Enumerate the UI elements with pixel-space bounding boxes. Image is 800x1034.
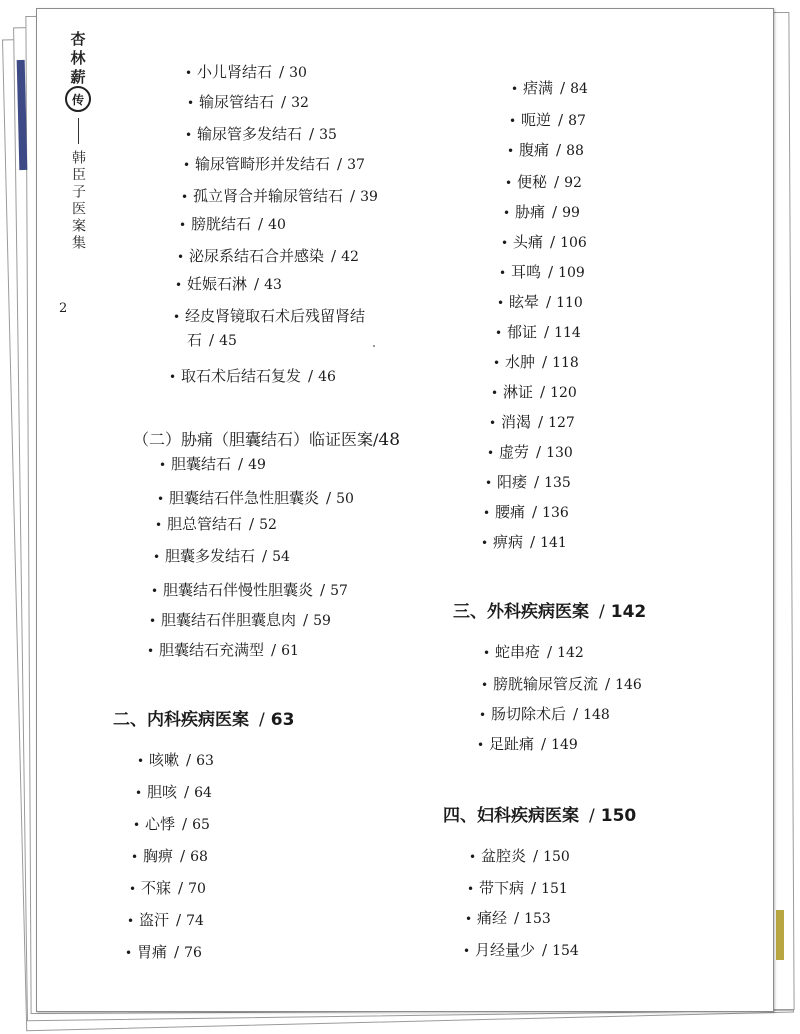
bullet-icon: •: [135, 786, 143, 800]
entry-page-number: 153: [524, 911, 551, 927]
page-separator: /: [536, 443, 542, 461]
page-separator: /: [548, 263, 554, 281]
page-separator: /: [552, 203, 558, 221]
page-separator: /: [326, 489, 332, 507]
toc-page: [36, 8, 774, 1012]
page-separator: /: [534, 473, 540, 491]
entry-label: 眩晕: [509, 293, 540, 311]
bullet-icon: •: [489, 416, 497, 430]
entry-page-number: 110: [556, 295, 583, 311]
entry-label: 取石术后结石复发: [181, 367, 302, 385]
toc-entry[interactable]: [467, 877, 568, 898]
page-separator: /: [271, 641, 277, 659]
entry-page-number: 54: [272, 549, 290, 565]
toc-entry[interactable]: [133, 813, 210, 834]
entry-label: 盆腔炎: [481, 847, 527, 865]
entry-page-number: 63: [270, 710, 295, 730]
toc-entry[interactable]: [187, 91, 309, 112]
entry-label: 阳痿: [497, 473, 528, 491]
entry-page-number: 48: [378, 430, 401, 450]
entry-page-number: 70: [188, 881, 206, 897]
side-divider: [78, 118, 79, 144]
entry-page-number: 148: [583, 707, 610, 723]
entry-page-number: 106: [560, 235, 587, 251]
bullet-icon: •: [483, 506, 491, 520]
entry-page-number: 45: [219, 333, 237, 349]
entry-label: 经皮肾镜取石术后残留肾结: [185, 307, 366, 325]
entry-page-number: 146: [615, 677, 642, 693]
bullet-icon: •: [147, 644, 155, 658]
page-separator: /: [547, 643, 553, 661]
bullet-icon: •: [149, 614, 157, 628]
bullet-icon: •: [175, 278, 183, 292]
entry-label: 痛经: [477, 909, 508, 927]
page-separator: /: [542, 941, 548, 959]
toc-entry[interactable]: [147, 639, 299, 660]
toc-entry[interactable]: [481, 531, 567, 552]
toc-entry[interactable]: [137, 749, 214, 770]
entry-page-number: 88: [566, 143, 584, 159]
page-separator: /: [178, 879, 184, 897]
page-separator: /: [337, 155, 343, 173]
toc-entry[interactable]: [173, 305, 365, 326]
entry-label: 胆囊结石伴胆囊息肉: [161, 611, 297, 629]
side-header: [63, 31, 93, 252]
page-separator: /: [176, 911, 182, 929]
bullet-icon: •: [151, 584, 159, 598]
entry-page-number: 127: [548, 415, 575, 431]
entry-page-number: 99: [562, 205, 580, 221]
entry-page-number: 50: [336, 491, 354, 507]
page-separator: /: [599, 602, 605, 622]
toc-entry[interactable]: [157, 487, 354, 508]
entry-label: 孤立肾合并输尿管结石: [193, 187, 344, 205]
toc-entry[interactable]: [509, 109, 586, 130]
toc-entry[interactable]: [149, 609, 331, 630]
page-separator: /: [589, 806, 595, 826]
entry-label: 胸痹: [143, 847, 174, 865]
entry-label: 二、内科疾病医案: [113, 710, 249, 730]
bullet-icon: •: [485, 476, 493, 490]
entry-label: 淋证: [503, 383, 534, 401]
entry-label: 输尿管多发结石: [197, 125, 303, 143]
toc-entry[interactable]: [131, 845, 208, 866]
entry-label: 腰痛: [495, 503, 526, 521]
entry-page-number: 68: [190, 849, 208, 865]
bullet-icon: •: [491, 386, 499, 400]
page-separator: /: [540, 383, 546, 401]
entry-page-number: 141: [540, 535, 567, 551]
bullet-icon: •: [169, 370, 177, 384]
toc-entry[interactable]: [129, 877, 206, 898]
bullet-icon: •: [483, 646, 491, 660]
page-separator: /: [532, 503, 538, 521]
toc-entry[interactable]: [507, 139, 584, 160]
entry-page-number: 35: [319, 127, 337, 143]
entry-label: 胆总管结石: [167, 515, 243, 533]
entry-label: 虚劳: [499, 443, 530, 461]
bullet-icon: •: [481, 678, 489, 692]
page-separator: /: [558, 111, 564, 129]
bullet-icon: •: [137, 754, 145, 768]
bullet-icon: •: [153, 550, 161, 564]
entry-label: 不寐: [141, 879, 172, 897]
page-separator: /: [209, 331, 215, 349]
page-separator: /: [531, 879, 537, 897]
entry-label: 心悸: [145, 815, 176, 833]
section-heading[interactable]: [443, 801, 636, 826]
bullet-icon: •: [487, 446, 495, 460]
bullet-icon: •: [495, 326, 503, 340]
toc-entry[interactable]: [175, 273, 282, 294]
entry-page-number: 74: [186, 913, 204, 929]
cover-edge-olive: [776, 910, 784, 960]
toc-entry[interactable]: [183, 153, 365, 174]
bullet-icon: •: [183, 158, 191, 172]
bullet-icon: •: [497, 296, 505, 310]
toc-entry[interactable]: [493, 351, 579, 372]
bullet-icon: •: [129, 882, 137, 896]
entry-page-number: 42: [341, 249, 359, 265]
section-heading[interactable]: [453, 597, 646, 622]
bullet-icon: •: [181, 190, 189, 204]
toc-entry[interactable]: [469, 845, 570, 866]
page-separator: /: [550, 233, 556, 251]
entry-page-number: 130: [546, 445, 573, 461]
bullet-icon: •: [507, 144, 515, 158]
entry-page-number: 61: [281, 643, 299, 659]
entry-label: 头痛: [513, 233, 544, 251]
page-separator: /: [259, 710, 265, 730]
page-separator: /: [514, 909, 520, 927]
bullet-icon: •: [509, 114, 517, 128]
entry-label: 月经量少: [475, 941, 536, 959]
page-separator: /: [542, 353, 548, 371]
toc-entry[interactable]: [483, 641, 584, 662]
page-separator: /: [279, 63, 285, 81]
bullet-icon: •: [493, 356, 501, 370]
entry-label: 蛇串疮: [495, 643, 541, 661]
entry-label: 肠切除术后: [491, 705, 567, 723]
entry-label: 妊娠石淋: [187, 275, 248, 293]
bullet-icon: •: [499, 266, 507, 280]
bullet-icon: •: [159, 458, 167, 472]
page-separator: /: [238, 455, 244, 473]
entry-label: 膀胱结石: [191, 215, 252, 233]
entry-page-number: 92: [564, 175, 582, 191]
page-number: 2: [59, 301, 68, 316]
entry-label: 输尿管结石: [199, 93, 275, 111]
entry-page-number: 120: [550, 385, 577, 401]
entry-page-number: 39: [360, 189, 378, 205]
entry-page-number: 37: [347, 157, 365, 173]
bullet-icon: •: [481, 536, 489, 550]
page-separator: /: [533, 847, 539, 865]
bullet-icon: •: [131, 850, 139, 864]
toc-entry[interactable]: [181, 185, 378, 206]
entry-page-number: 135: [544, 475, 571, 491]
toc-entry[interactable]: [169, 365, 336, 386]
bullet-icon: •: [505, 176, 513, 190]
bullet-icon: •: [127, 914, 135, 928]
entry-label: 输尿管畸形并发结石: [195, 155, 331, 173]
entry-page-number: 150: [600, 806, 637, 826]
toc-entry[interactable]: [477, 733, 578, 754]
entry-page-number: 57: [330, 583, 348, 599]
toc-entry[interactable]: [505, 171, 582, 192]
toc-entry[interactable]: [485, 471, 571, 492]
entry-label: 便秘: [517, 173, 548, 191]
page-separator: /: [174, 943, 180, 961]
page-separator: /: [281, 93, 287, 111]
toc-entry[interactable]: [151, 579, 348, 600]
entry-label: 三、外科疾病医案: [453, 602, 589, 622]
page-separator: /: [560, 79, 566, 97]
page-separator: /: [182, 815, 188, 833]
toc-entry[interactable]: [501, 231, 587, 252]
subsection-heading[interactable]: [133, 427, 400, 450]
page-separator: /: [320, 581, 326, 599]
page-separator: /: [303, 611, 309, 629]
brand-title: 杏林薪: [68, 31, 87, 88]
toc-entry[interactable]: [489, 411, 575, 432]
toc-entry[interactable]: [487, 441, 573, 462]
entry-label: 腹痛: [519, 141, 550, 159]
bullet-icon: •: [477, 738, 485, 752]
entry-page-number: 114: [554, 325, 581, 341]
entry-label: 胆囊结石: [171, 455, 232, 473]
bullet-icon: •: [125, 946, 133, 960]
entry-page-number: 136: [542, 505, 569, 521]
toc-entry[interactable]: [187, 329, 237, 350]
bullet-icon: •: [177, 250, 185, 264]
toc-entry[interactable]: [499, 261, 585, 282]
page-separator: /: [573, 705, 579, 723]
entry-page-number: 142: [610, 602, 647, 622]
entry-label: 盗汗: [139, 911, 170, 929]
page-separator: /: [544, 323, 550, 341]
toc-entry[interactable]: [177, 245, 359, 266]
bullet-icon: •: [463, 944, 471, 958]
bullet-icon: •: [479, 708, 487, 722]
entry-label: 痞满: [523, 79, 554, 97]
page-separator: /: [373, 430, 379, 449]
toc-entry[interactable]: [463, 939, 579, 960]
entry-label: 带下病: [479, 879, 525, 897]
page-separator: /: [541, 735, 547, 753]
entry-page-number: 46: [318, 369, 336, 385]
entry-label: 胁痛: [515, 203, 546, 221]
entry-page-number: 142: [557, 645, 584, 661]
entry-label: 痹病: [493, 533, 524, 551]
bullet-icon: •: [469, 850, 477, 864]
bullet-icon: •: [467, 882, 475, 896]
toc-entry[interactable]: [153, 545, 290, 566]
bullet-icon: •: [179, 218, 187, 232]
entry-page-number: 43: [264, 277, 282, 293]
toc-entry[interactable]: [481, 673, 642, 694]
entry-page-number: 30: [289, 65, 307, 81]
entry-label: 胆囊结石充满型: [159, 641, 265, 659]
page-separator: /: [308, 367, 314, 385]
toc-entry[interactable]: [491, 381, 577, 402]
toc-entry[interactable]: [483, 501, 569, 522]
bullet-icon: •: [173, 310, 181, 324]
page-separator: /: [180, 847, 186, 865]
entry-page-number: 49: [248, 457, 266, 473]
page-separator: /: [605, 675, 611, 693]
entry-label: 胃痛: [137, 943, 168, 961]
bullet-icon: •: [157, 492, 165, 506]
toc-entry[interactable]: [125, 941, 202, 962]
entry-label: 水肿: [505, 353, 536, 371]
entry-label: （二）胁痛（胆囊结石）临证医案: [133, 430, 374, 449]
entry-label: 胆囊结石伴慢性胆囊炎: [163, 581, 314, 599]
toc-entry[interactable]: [127, 909, 204, 930]
bullet-icon: •: [133, 818, 141, 832]
page-separator: /: [556, 141, 562, 159]
page-separator: /: [254, 275, 260, 293]
entry-label: 膀胱输尿管反流: [493, 675, 599, 693]
entry-page-number: 32: [291, 95, 309, 111]
page-separator: /: [530, 533, 536, 551]
toc-entry[interactable]: [155, 513, 277, 534]
page-separator: /: [249, 515, 255, 533]
entry-label: 呃逆: [521, 111, 552, 129]
entry-page-number: 40: [268, 217, 286, 233]
bullet-icon: •: [185, 66, 193, 80]
bullet-icon: •: [511, 82, 519, 96]
section-heading[interactable]: [113, 705, 294, 730]
entry-label: 耳鸣: [511, 263, 542, 281]
entry-page-number: 63: [196, 753, 214, 769]
page-separator: /: [538, 413, 544, 431]
bullet-icon: •: [503, 206, 511, 220]
bullet-icon: •: [185, 128, 193, 142]
entry-label: 胆囊多发结石: [165, 547, 256, 565]
entry-page-number: 151: [541, 881, 568, 897]
entry-page-number: 84: [570, 81, 588, 97]
entry-label: 四、妇科疾病医案: [443, 806, 579, 826]
toc-entry[interactable]: [503, 201, 580, 222]
bullet-icon: •: [501, 236, 509, 250]
entry-page-number: 149: [551, 737, 578, 753]
toc-entry[interactable]: [179, 213, 286, 234]
toc-entry[interactable]: [159, 453, 266, 474]
page-separator: /: [546, 293, 552, 311]
toc-entry[interactable]: [185, 61, 307, 82]
page-separator: /: [258, 215, 264, 233]
page-separator: /: [309, 125, 315, 143]
entry-page-number: 65: [192, 817, 210, 833]
entry-page-number: 64: [194, 785, 212, 801]
toc-entry[interactable]: [465, 907, 551, 928]
page-separator: /: [262, 547, 268, 565]
entry-label: 胆咳: [147, 783, 178, 801]
toc-entry[interactable]: [495, 321, 581, 342]
entry-page-number: 76: [184, 945, 202, 961]
entry-page-number: 118: [552, 355, 579, 371]
entry-label: 胆囊结石伴急性胆囊炎: [169, 489, 320, 507]
page-separator: /: [350, 187, 356, 205]
entry-label: 消渴: [501, 413, 532, 431]
page-separator: /: [331, 247, 337, 265]
entry-page-number: 109: [558, 265, 585, 281]
toc-entry[interactable]: [511, 77, 588, 98]
toc-entry[interactable]: [135, 781, 212, 802]
entry-label: 泌尿系结石合并感染: [189, 247, 325, 265]
entry-label: 石: [187, 331, 203, 349]
entry-page-number: 154: [552, 943, 579, 959]
entry-page-number: 52: [259, 517, 277, 533]
toc-entry[interactable]: [497, 291, 583, 312]
bullet-icon: •: [465, 912, 473, 926]
entry-label: 郁证: [507, 323, 538, 341]
entry-label: 小儿肾结石: [197, 63, 273, 81]
bullet-icon: •: [187, 96, 195, 110]
entry-page-number: 59: [313, 613, 331, 629]
toc-entry[interactable]: [479, 703, 610, 724]
brand-seal-icon: 传: [65, 86, 91, 112]
entry-label: 咳嗽: [149, 751, 180, 769]
entry-page-number: 150: [543, 849, 570, 865]
print-speck: [373, 345, 375, 347]
entry-label: 足趾痛: [489, 735, 535, 753]
toc-entry[interactable]: [185, 123, 337, 144]
bullet-icon: •: [155, 518, 163, 532]
entry-page-number: 87: [568, 113, 586, 129]
book-title: 韩臣子医案集: [70, 150, 86, 252]
page-separator: /: [186, 751, 192, 769]
page-separator: /: [184, 783, 190, 801]
page-separator: /: [554, 173, 560, 191]
